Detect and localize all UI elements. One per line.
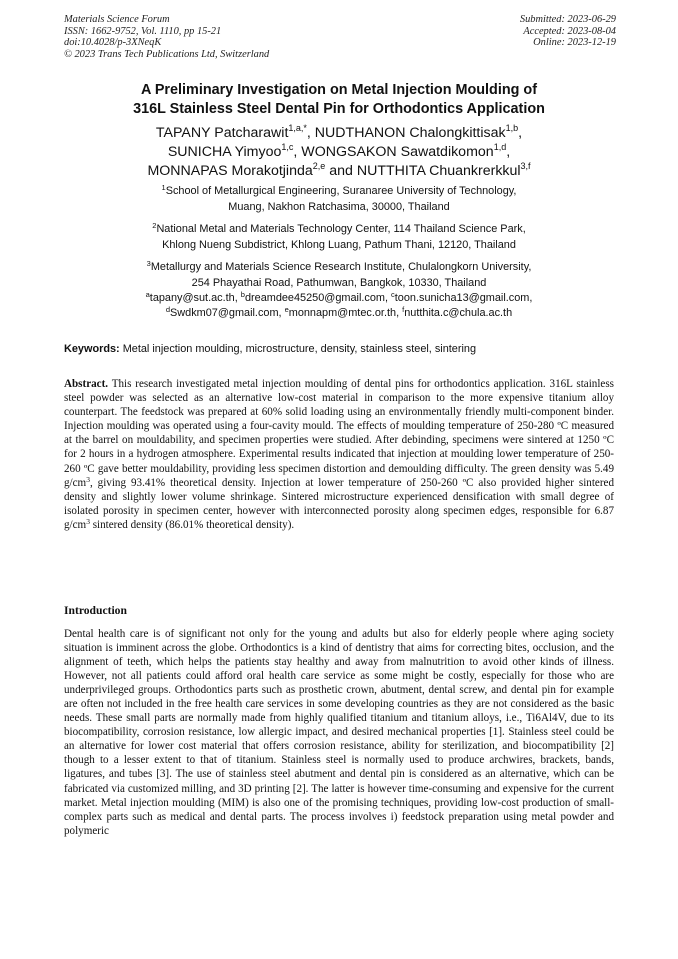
affil-sup: 2 (152, 221, 157, 230)
author-affil-sup: 1,c (281, 142, 294, 152)
email-line-1: $^a$tapany@sut.ac.th, $^b$dreamdee45250@gmail.com, $^c$toon.sunicha13@gmail.com, (145, 290, 533, 304)
email-link[interactable]: monnapm@mtec.or.th (288, 307, 397, 319)
email-sup: b (240, 290, 245, 299)
author-separator: , (293, 144, 302, 160)
author-line-3 (40, 162, 638, 181)
author-separator: , (518, 125, 523, 141)
dates-info (520, 14, 616, 49)
keywords-label: Keywords: (64, 343, 120, 355)
author-affil-sup: 1,a,* (288, 123, 307, 133)
title-line-2: 316L Stainless Steel Dental Pin for Orthodontics Application (133, 101, 545, 117)
author-list (40, 124, 638, 181)
affiliation-1 (40, 183, 638, 215)
email-sup: c (391, 290, 395, 299)
email-sup: e (284, 305, 289, 314)
paper-title (40, 81, 638, 119)
author-name: TAPANY Patcharawit (155, 125, 289, 141)
affil-line: 254 Phayathai Road, Pathumwan, Bangkok, 10330, Thailand (191, 277, 487, 289)
author-name: SUNICHA Yimyoo (167, 144, 282, 160)
online-date: Online: 2023-12-19 (533, 37, 616, 49)
affiliations (40, 183, 638, 297)
author-affil-sup: 1,d (493, 142, 507, 152)
author-name: NUDTHANON Chalongkittisak (314, 125, 506, 141)
affiliation-3 (40, 259, 638, 291)
email-sup: f (402, 305, 405, 314)
email-link[interactable]: dreamdee45250@gmail.com (244, 292, 385, 304)
abstract (64, 377, 614, 532)
introduction-heading: Introduction (64, 604, 127, 617)
email-link[interactable]: nutthita.c@chula.ac.th (404, 307, 513, 319)
title-line-1: A Preliminary Investigation on Metal Injection Moulding of (140, 82, 538, 98)
author-line-2 (40, 143, 638, 162)
affil-sup: 1 (161, 183, 166, 192)
abstract-text: sintered density (86.01% theoretical density). (89, 518, 295, 531)
accepted-date: Accepted: 2023-08-04 (523, 25, 616, 37)
abstract-sup: 3 (86, 474, 90, 484)
author-affil-sup: 1,b (505, 123, 519, 133)
affil-line: National Metal and Materials Technology Center, 114 Thailand Science Park, (156, 223, 526, 235)
keywords (64, 342, 624, 357)
submitted-date: Submitted: 2023-06-29 (519, 14, 616, 25)
author-name: MONNAPAS Morakotjinda (147, 163, 313, 179)
introduction-text: Dental health care is of significant not only for the young and adults but also for elderly people where aging society situation is imminent across the globe. Orthodontics is a kind of dentistry that aims for correcting bites, occlusion, and the alignment of teeth, which helps the patients stay healthy and away from malnutrition to avoid other kinds of illness. However, not all patients could afford oral health care service as some might be costly, especially for those who are underprivileged groups. Orthodontics parts such as prosthetic crown, abutment, dental screw, and dental pin for example are often not included in the free health care services in some developing countries as they are not considered as the basic needs. These small parts are normally made from highly qualified titanium and titanium alloys, i.e., Ti6Al4V, due to its biocompatibility, corrosion resistance, low allergic impact, and desired mechanical properties [1]. Stainless steel could be an alternative for lower cost material that offers corrosion resistance, ability for sterilization, and biocompatibility [2] though to a lesser extent to that of titanium. Stainless steel is normally used to produce archwires, brackets, bands, ligatures, and tubes [3]. The use of stainless steel abutment and dental pin is considered as an alternative, which can be fabricated via customized milling, and 3D printing [2]. The latter is however time-consuming and expensive for the current market. Metal injection moulding (MIM) is also one of the promising techniques, providing low-cost production of small-complex parts such as medical and dental parts. The process involves i) feedstock preparation using metal powder and polymeric (64, 628, 614, 837)
email-link[interactable]: tapany@sut.ac.th (149, 292, 235, 304)
email-sup: a (145, 290, 150, 299)
author-line-1 (40, 124, 638, 143)
abstract-text: , giving 93.41% theoretical density. Injection at lower temperature of 250-260 ºC also provided higher sintered density and slightly lower volume shrinkage. Sintered microstructure experienced densification with small degree of isolated porosity in specimen center, however with interconnected porosity along specimen edges, responsible for 6.87 g/cm (64, 476, 614, 531)
email-list (40, 291, 638, 321)
copyright-line: © 2023 Trans Tech Publications Ltd, Switzerland (64, 48, 270, 60)
author-name: NUTTHITA Chuankrerkkul (356, 163, 521, 179)
affil-line: Muang, Nakhon Ratchasima, 30000, Thailand (228, 201, 450, 213)
author-separator: , (306, 125, 315, 141)
affil-line: Khlong Nueng Subdistrict, Khlong Luang, Pathum Thani, 12120, Thailand (162, 239, 516, 251)
author-separator: and (325, 163, 357, 179)
doi-line[interactable]: doi:10.4028/p-3XNeqK (64, 37, 162, 49)
affil-line: School of Metallurgical Engineering, Suranaree University of Technology, (165, 185, 517, 197)
author-name: WONGSAKON Sawatdikomon (301, 144, 494, 160)
affil-line: Metallurgy and Materials Science Research Institute, Chulalongkorn University, (150, 261, 532, 273)
abstract-sup: 3 (86, 516, 90, 526)
author-affil-sup: 2,e (312, 161, 326, 171)
email-line-2: $^d$Swdkm07@gmail.com, $^e$monnapm@mtec.or.th, $^f$nutthita.c@chula.ac.th (165, 305, 513, 319)
email-sup: d (165, 305, 171, 314)
keywords-text: Metal injection moulding, microstructure, density, stainless steel, sintering (122, 343, 477, 355)
email-link[interactable]: Swdkm07@gmail.com (170, 307, 279, 319)
journal-name: Materials Science Forum (64, 14, 170, 25)
author-affil-sup: 3,f (520, 161, 531, 171)
author-separator: , (506, 144, 511, 160)
abstract-label: Abstract. (64, 378, 109, 390)
abstract-text: This research investigated metal injection moulding of dental pins for orthodontics application. 316L stainless steel powder was selected as an alternative low-cost material in comparison to the more expensive titanium alloy counterpart. The feedstock was prepared at 60% solid loading using an environmentally friendly multi-component binder. Injection moulding was operated using a four-cavity mould. The effects of moulding temperature of 250-280 ºC measured at the barrel on mouldability, and specimen properties were studied. After debinding, specimens were sintered at 1250 ºC for 2 hours in a hydrogen atmosphere. Experimental results indicated that injection at moulding lower temperature of 250-260 ºC gave better mouldability, providing less specimen distortion and demoulding difficulty. The green density was 5.49 g/cm (64, 378, 614, 489)
issn-line: ISSN: 1662-9752, Vol. 1110, pp 15-21 (64, 25, 222, 37)
affiliation-2 (40, 221, 638, 253)
email-link[interactable]: toon.sunicha13@gmail.com (394, 292, 530, 304)
affil-sup: 3 (146, 259, 151, 268)
journal-info (64, 14, 269, 60)
